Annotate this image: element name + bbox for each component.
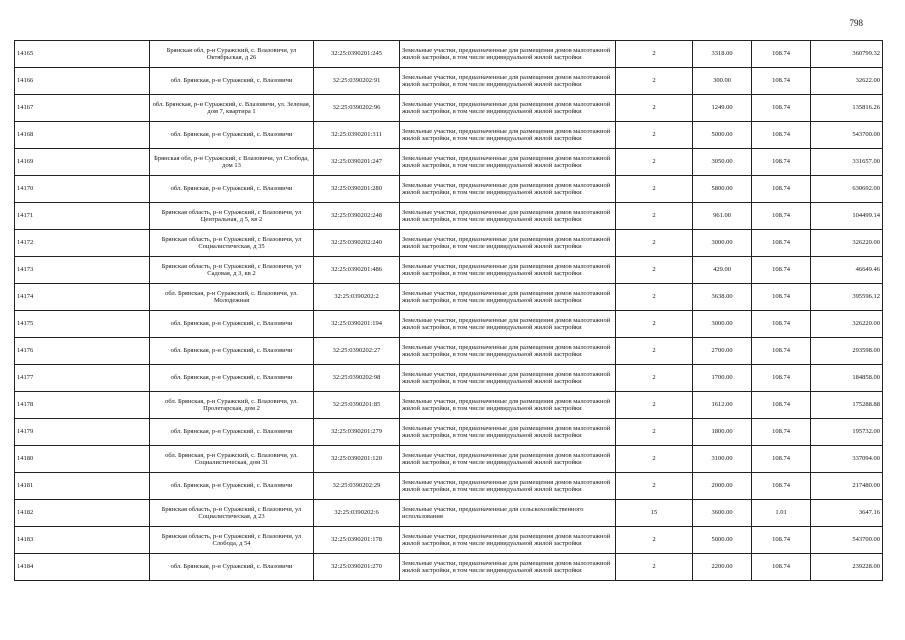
- cadastral-value-cell: 32622.00: [811, 68, 883, 95]
- cadastral-number-cell: 32:25:0390201:194: [314, 311, 400, 338]
- address-cell: обл. Брянская, р-н Суражский, с. Влазовичи: [150, 311, 314, 338]
- category-code-cell: 2: [616, 68, 693, 95]
- category-code-cell: 2: [616, 311, 693, 338]
- address-cell: обл. Брянская, р-н Суражский, с. Влазовичи: [150, 365, 314, 392]
- area-cell: 3100.00: [693, 446, 752, 473]
- address-cell: обл. Брянская, р-н Суражский, с. Влазовичи, ул. Социалистическая, дом 31: [150, 446, 314, 473]
- land-use-cell: Земельные участки, предназначенные для размещения домов малоэтажной жилой застройки, в том числе индивидуальной жилой застройки: [400, 203, 616, 230]
- specific-value-cell: 108.74: [752, 230, 811, 257]
- area-cell: 5000.00: [693, 527, 752, 554]
- row-number: 14165: [15, 41, 150, 68]
- row-number: 14179: [15, 419, 150, 446]
- row-number: 14176: [15, 338, 150, 365]
- cadastral-value-cell: 46649.46: [811, 257, 883, 284]
- cadastral-number-cell: 32:25:0390202:248: [314, 203, 400, 230]
- row-number: 14180: [15, 446, 150, 473]
- address-cell: Брянская область, р-н Суражский, с Влазовичи, ул Слобода, д 54: [150, 527, 314, 554]
- cadastral-number-cell: 32:25:0390201:280: [314, 176, 400, 203]
- area-cell: 3600.00: [693, 500, 752, 527]
- cadastral-value-cell: 360799.32: [811, 41, 883, 68]
- table-row: [15, 176, 883, 203]
- category-code-cell: 2: [616, 122, 693, 149]
- cadastral-value-cell: 293598.00: [811, 338, 883, 365]
- land-use-cell: Земельные участки, предназначенные для размещения домов малоэтажной жилой застройки, в том числе индивидуальной жилой застройки: [400, 68, 616, 95]
- table-row: [15, 338, 883, 365]
- land-use-cell: Земельные участки, предназначенные для сельскохозяйственного использования: [400, 500, 616, 527]
- row-number: 14167: [15, 95, 150, 122]
- row-number: 14173: [15, 257, 150, 284]
- table-row: [15, 446, 883, 473]
- specific-value-cell: 1.01: [752, 500, 811, 527]
- table-row: [15, 554, 883, 581]
- cadastral-value-cell: 175288.88: [811, 392, 883, 419]
- table-row: [15, 257, 883, 284]
- land-use-cell: Земельные участки, предназначенные для размещения домов малоэтажной жилой застройки, в том числе индивидуальной жилой застройки: [400, 230, 616, 257]
- table-row: [15, 68, 883, 95]
- cadastral-number-cell: 32:25:0390202:29: [314, 473, 400, 500]
- cadastral-value-cell: 217480.00: [811, 473, 883, 500]
- land-use-cell: Земельные участки, предназначенные для размещения домов малоэтажной жилой застройки, в том числе индивидуальной жилой застройки: [400, 311, 616, 338]
- area-cell: 961.00: [693, 203, 752, 230]
- land-use-cell: Земельные участки, предназначенные для размещения домов малоэтажной жилой застройки, в том числе индивидуальной жилой застройки: [400, 419, 616, 446]
- specific-value-cell: 108.74: [752, 338, 811, 365]
- address-cell: обл. Брянская, р-н Суражский, с. Влазовичи: [150, 419, 314, 446]
- cadastral-number-cell: 32:25:0390201:279: [314, 419, 400, 446]
- area-cell: 3000.00: [693, 230, 752, 257]
- row-number: 14169: [15, 149, 150, 176]
- row-number: 14170: [15, 176, 150, 203]
- cadastral-registry-table: [14, 40, 883, 581]
- land-use-cell: Земельные участки, предназначенные для размещения домов малоэтажной жилой застройки, в том числе индивидуальной жилой застройки: [400, 95, 616, 122]
- category-code-cell: 2: [616, 203, 693, 230]
- cadastral-number-cell: 32:25:0390201:311: [314, 122, 400, 149]
- category-code-cell: 2: [616, 338, 693, 365]
- specific-value-cell: 108.74: [752, 122, 811, 149]
- cadastral-value-cell: 337094.00: [811, 446, 883, 473]
- land-use-cell: Земельные участки, предназначенные для размещения домов малоэтажной жилой застройки, в том числе индивидуальной жилой застройки: [400, 473, 616, 500]
- category-code-cell: 2: [616, 95, 693, 122]
- address-cell: обл. Брянская, р-н Суражский, с. Влазовичи: [150, 68, 314, 95]
- row-number: 14166: [15, 68, 150, 95]
- table-row: [15, 365, 883, 392]
- cadastral-number-cell: 32:25:0390202:96: [314, 95, 400, 122]
- specific-value-cell: 108.74: [752, 554, 811, 581]
- address-cell: обл. Брянская, р-н Суражский, с. Влазовичи: [150, 473, 314, 500]
- cadastral-number-cell: 32:25:0390201:178: [314, 527, 400, 554]
- cadastral-number-cell: 32:25:0390201:85: [314, 392, 400, 419]
- land-use-cell: Земельные участки, предназначенные для размещения домов малоэтажной жилой застройки, в том числе индивидуальной жилой застройки: [400, 257, 616, 284]
- area-cell: 2000.00: [693, 473, 752, 500]
- land-use-cell: Земельные участки, предназначенные для размещения домов малоэтажной жилой застройки, в том числе индивидуальной жилой застройки: [400, 365, 616, 392]
- row-number: 14182: [15, 500, 150, 527]
- table-row: [15, 203, 883, 230]
- land-use-cell: Земельные участки, предназначенные для размещения домов малоэтажной жилой застройки, в том числе индивидуальной жилой застройки: [400, 338, 616, 365]
- cadastral-number-cell: 32:25:0390202:2: [314, 284, 400, 311]
- address-cell: Брянская область, р-н Суражский, с Влазовичи, ул Центральная, д 5, кв 2: [150, 203, 314, 230]
- specific-value-cell: 108.74: [752, 257, 811, 284]
- category-code-cell: 2: [616, 176, 693, 203]
- cadastral-number-cell: 32:25:0390201:270: [314, 554, 400, 581]
- cadastral-value-cell: 331657.00: [811, 149, 883, 176]
- cadastral-number-cell: 32:25:0390202:91: [314, 68, 400, 95]
- cadastral-value-cell: 326220.00: [811, 230, 883, 257]
- specific-value-cell: 108.74: [752, 527, 811, 554]
- table-row: [15, 149, 883, 176]
- land-use-cell: Земельные участки, предназначенные для размещения домов малоэтажной жилой застройки, в том числе индивидуальной жилой застройки: [400, 41, 616, 68]
- land-use-cell: Земельные участки, предназначенные для размещения домов малоэтажной жилой застройки, в том числе индивидуальной жилой застройки: [400, 554, 616, 581]
- area-cell: 3638.00: [693, 284, 752, 311]
- area-cell: 429.00: [693, 257, 752, 284]
- cadastral-number-cell: 32:25:0390201:245: [314, 41, 400, 68]
- specific-value-cell: 108.74: [752, 419, 811, 446]
- cadastral-value-cell: 184858.00: [811, 365, 883, 392]
- cadastral-value-cell: 543700.00: [811, 527, 883, 554]
- address-cell: обл. Брянская, р-н Суражский, с. Влазовичи: [150, 122, 314, 149]
- specific-value-cell: 108.74: [752, 68, 811, 95]
- specific-value-cell: 108.74: [752, 41, 811, 68]
- table-row: [15, 473, 883, 500]
- address-cell: Брянская область, р-н Суражский, с Влазовичи, ул Садовая, д 3, кв 2: [150, 257, 314, 284]
- cadastral-value-cell: 543700.00: [811, 122, 883, 149]
- cadastral-number-cell: 32:25:0390202:6: [314, 500, 400, 527]
- cadastral-value-cell: 3647.16: [811, 500, 883, 527]
- registry-body: [15, 41, 883, 581]
- cadastral-number-cell: 32:25:0390202:240: [314, 230, 400, 257]
- category-code-cell: 2: [616, 230, 693, 257]
- cadastral-value-cell: 195732.00: [811, 419, 883, 446]
- row-number: 14172: [15, 230, 150, 257]
- area-cell: 5800.00: [693, 176, 752, 203]
- address-cell: обл. Брянская, р-н Суражский, с. Влазовичи, ул. Молодежная: [150, 284, 314, 311]
- row-number: 14174: [15, 284, 150, 311]
- specific-value-cell: 108.74: [752, 311, 811, 338]
- cadastral-value-cell: 395596.12: [811, 284, 883, 311]
- category-code-cell: 2: [616, 41, 693, 68]
- category-code-cell: 2: [616, 365, 693, 392]
- area-cell: 3318.00: [693, 41, 752, 68]
- cadastral-number-cell: 32:25:0390201:120: [314, 446, 400, 473]
- category-code-cell: 2: [616, 527, 693, 554]
- table-row: [15, 95, 883, 122]
- category-code-cell: 2: [616, 473, 693, 500]
- area-cell: 1612.00: [693, 392, 752, 419]
- table-row: [15, 419, 883, 446]
- cadastral-value-cell: 326220.00: [811, 311, 883, 338]
- address-cell: Брянская область, р-н Суражский, с Влазовичи, ул Социалистическая, д 35: [150, 230, 314, 257]
- cadastral-number-cell: 32:25:0390202:27: [314, 338, 400, 365]
- specific-value-cell: 108.74: [752, 365, 811, 392]
- area-cell: 300.00: [693, 68, 752, 95]
- row-number: 14168: [15, 122, 150, 149]
- address-cell: обл. Брянская, р-н Суражский, с. Влазовичи, ул. Зеленая, дом 7, квартира 1: [150, 95, 314, 122]
- category-code-cell: 2: [616, 392, 693, 419]
- category-code-cell: 2: [616, 284, 693, 311]
- row-number: 14183: [15, 527, 150, 554]
- area-cell: 2200.00: [693, 554, 752, 581]
- table-row: [15, 500, 883, 527]
- area-cell: 2700.00: [693, 338, 752, 365]
- land-use-cell: Земельные участки, предназначенные для размещения домов малоэтажной жилой застройки, в том числе индивидуальной жилой застройки: [400, 122, 616, 149]
- row-number: 14177: [15, 365, 150, 392]
- address-cell: Брянская область, р-н Суражский, с Влазовичи, ул Социалистическая, д 23: [150, 500, 314, 527]
- specific-value-cell: 108.74: [752, 203, 811, 230]
- specific-value-cell: 108.74: [752, 149, 811, 176]
- area-cell: 5000.00: [693, 122, 752, 149]
- specific-value-cell: 108.74: [752, 284, 811, 311]
- category-code-cell: 2: [616, 257, 693, 284]
- cadastral-value-cell: 135816.26: [811, 95, 883, 122]
- land-use-cell: Земельные участки, предназначенные для размещения домов малоэтажной жилой застройки, в том числе индивидуальной жилой застройки: [400, 392, 616, 419]
- address-cell: Брянская обл, р-н Суражский, с. Влазовичи, ул Октябрьская, д 26: [150, 41, 314, 68]
- row-number: 14175: [15, 311, 150, 338]
- cadastral-number-cell: 32:25:0390202:98: [314, 365, 400, 392]
- cadastral-value-cell: 104499.14: [811, 203, 883, 230]
- category-code-cell: 2: [616, 446, 693, 473]
- land-use-cell: Земельные участки, предназначенные для размещения домов малоэтажной жилой застройки, в том числе индивидуальной жилой застройки: [400, 149, 616, 176]
- cadastral-number-cell: 32:25:0390201:247: [314, 149, 400, 176]
- area-cell: 1800.00: [693, 419, 752, 446]
- row-number: 14184: [15, 554, 150, 581]
- address-cell: Брянская обл, р-н Суражский, с Влазовичи, ул Слобода, дом 13: [150, 149, 314, 176]
- row-number: 14181: [15, 473, 150, 500]
- specific-value-cell: 108.74: [752, 446, 811, 473]
- table-row: [15, 311, 883, 338]
- land-use-cell: Земельные участки, предназначенные для размещения домов малоэтажной жилой застройки, в том числе индивидуальной жилой застройки: [400, 527, 616, 554]
- specific-value-cell: 108.74: [752, 176, 811, 203]
- specific-value-cell: 108.74: [752, 95, 811, 122]
- page-number: 798: [849, 18, 863, 28]
- category-code-cell: 2: [616, 554, 693, 581]
- land-use-cell: Земельные участки, предназначенные для размещения домов малоэтажной жилой застройки, в том числе индивидуальной жилой застройки: [400, 446, 616, 473]
- land-use-cell: Земельные участки, предназначенные для размещения домов малоэтажной жилой застройки, в том числе индивидуальной жилой застройки: [400, 176, 616, 203]
- area-cell: 1249.00: [693, 95, 752, 122]
- category-code-cell: 2: [616, 149, 693, 176]
- table-row: [15, 41, 883, 68]
- row-number: 14171: [15, 203, 150, 230]
- table-row: [15, 122, 883, 149]
- address-cell: обл. Брянская, р-н Суражский, с. Влазовичи: [150, 554, 314, 581]
- cadastral-value-cell: 630692.00: [811, 176, 883, 203]
- cadastral-value-cell: 239228.00: [811, 554, 883, 581]
- table-row: [15, 527, 883, 554]
- table-row: [15, 392, 883, 419]
- table-row: [15, 230, 883, 257]
- land-use-cell: Земельные участки, предназначенные для размещения домов малоэтажной жилой застройки, в том числе индивидуальной жилой застройки: [400, 284, 616, 311]
- category-code-cell: 15: [616, 500, 693, 527]
- address-cell: обл. Брянская, р-н Суражский, с. Влазовичи: [150, 176, 314, 203]
- row-number: 14178: [15, 392, 150, 419]
- area-cell: 3050.00: [693, 149, 752, 176]
- specific-value-cell: 108.74: [752, 392, 811, 419]
- address-cell: обл. Брянская, р-н Суражский, с. Влазовичи, ул. Пролетарская, дом 2: [150, 392, 314, 419]
- specific-value-cell: 108.74: [752, 473, 811, 500]
- area-cell: 1700.00: [693, 365, 752, 392]
- category-code-cell: 2: [616, 419, 693, 446]
- address-cell: обл. Брянская, р-н Суражский, с. Влазовичи: [150, 338, 314, 365]
- area-cell: 3000.00: [693, 311, 752, 338]
- cadastral-number-cell: 32:25:0390201:486: [314, 257, 400, 284]
- table-row: [15, 284, 883, 311]
